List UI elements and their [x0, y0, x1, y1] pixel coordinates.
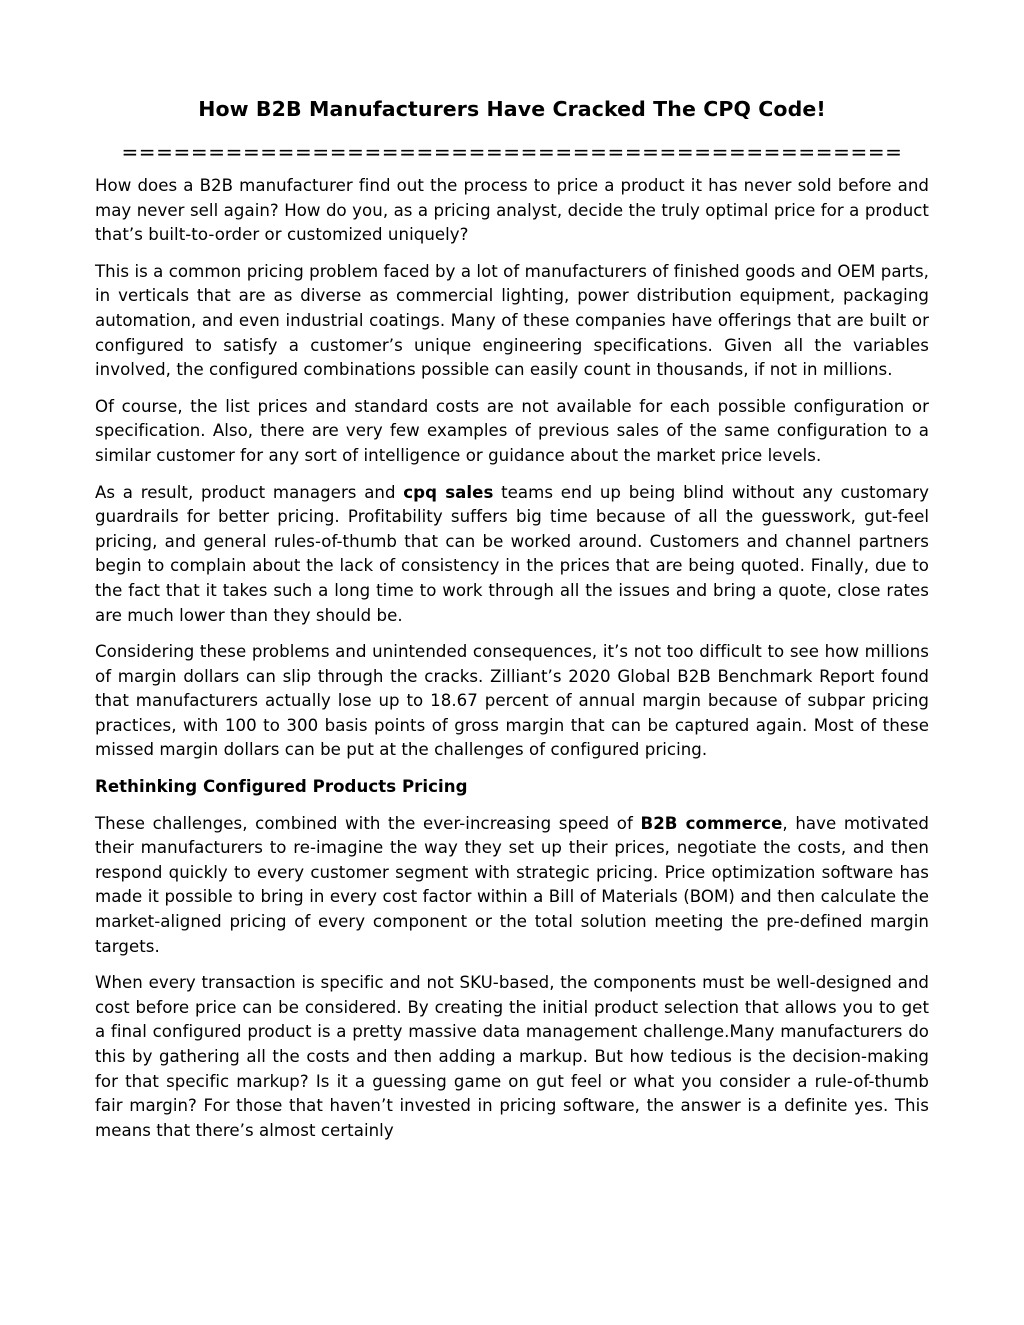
section-heading: Rethinking Configured Products Pricing — [95, 777, 468, 797]
paragraph-challenges — [95, 812, 929, 960]
document-title: How B2B Manufacturers Have Cracked The CPQ Code! — [198, 97, 826, 121]
b2b-commerce-keyword: B2B commerce — [640, 813, 783, 833]
paragraph-pricing-problem: This is a common pricing problem faced by a lot of manufacturers of finished goods and OEM parts, in verticals that are as diverse as commercial lighting, power distribution equipment, packaging automation, and even industrial coatings. Many of these companies have offerings that are built or configured to satisfy a customer’s unique engineering specifications. Given all the variables involved, the configured combinations possible can easily count in thousands, if not in millions. — [95, 261, 929, 380]
paragraph-text: These challenges, combined with the ever-increasing speed of — [95, 813, 641, 833]
cpq-sales-keyword: cpq sales — [403, 482, 494, 502]
paragraph-text: As a result, product managers and — [95, 482, 404, 502]
paragraph-result — [95, 481, 929, 629]
paragraph-margin-loss: Considering these problems and unintended consequences, it’s not too difficult to see how millions of margin dollars can slip through the cracks. Zilliant’s 2020 Global B2B Benchmark Report found that manufacturers actually lose up to 18.67 percent of annual margin because of subpar pricing practices, with 100 to 300 basis points of gross margin that can be captured again. Most of these missed margin dollars can be put at the challenges of configured pricing. — [95, 642, 929, 760]
paragraph-transactions: When every transaction is specific and not SKU-based, the components must be well-designed and cost before price can be considered. By creating the initial product selection that allows you to get a final configured product is a pretty massive data management challenge.Many manufacturers do this by gathering all the costs and then adding a markup. But how tedious is the decision-making for that specific markup? Is it a guessing game on gut feel or what you consider a rule-of-thumb fair margin? For those that haven’t invested in pricing software, the answer is a definite yes. This means that there’s almost certainly — [95, 973, 929, 1140]
title-divider: ============================================= — [121, 140, 903, 164]
paragraph-list-prices: Of course, the list prices and standard costs are not available for each possible configuration or specification. Also, there are very few examples of previous sales of the same configuration to a similar customer for any sort of intelligence or guidance about the market price levels. — [95, 396, 929, 465]
paragraph-text: , have motivated their manufacturers to re-imagine the way they set up their prices, negotiate the costs, and then respond quickly to every customer segment with strategic pricing. Price optimization software has made it possible to bring in every cost factor within a Bill of Materials (BOM) and then calculate the market-aligned pricing of every component or the total solution meeting the pre-defined margin targets. — [95, 813, 929, 956]
paragraph-intro: How does a B2B manufacturer find out the process to price a product it has never sold before and may never sell again? How do you, as a pricing analyst, decide the truly optimal price for a product that’s built-to-order or customized uniquely? — [95, 176, 929, 245]
paragraph-text: teams end up being blind without any customary guardrails for better pricing. Profitability suffers big time because of all the guesswork, gut-feel pricing, and general rules-of-thumb that can be worked around. Customers and channel partners begin to complain about the lack of consistency in the prices that are being quoted. Finally, due to the fact that it takes such a long time to work through all the issues and bring a quote, close rates are much lower than they should be. — [95, 482, 929, 625]
document-page — [95, 93, 929, 1155]
